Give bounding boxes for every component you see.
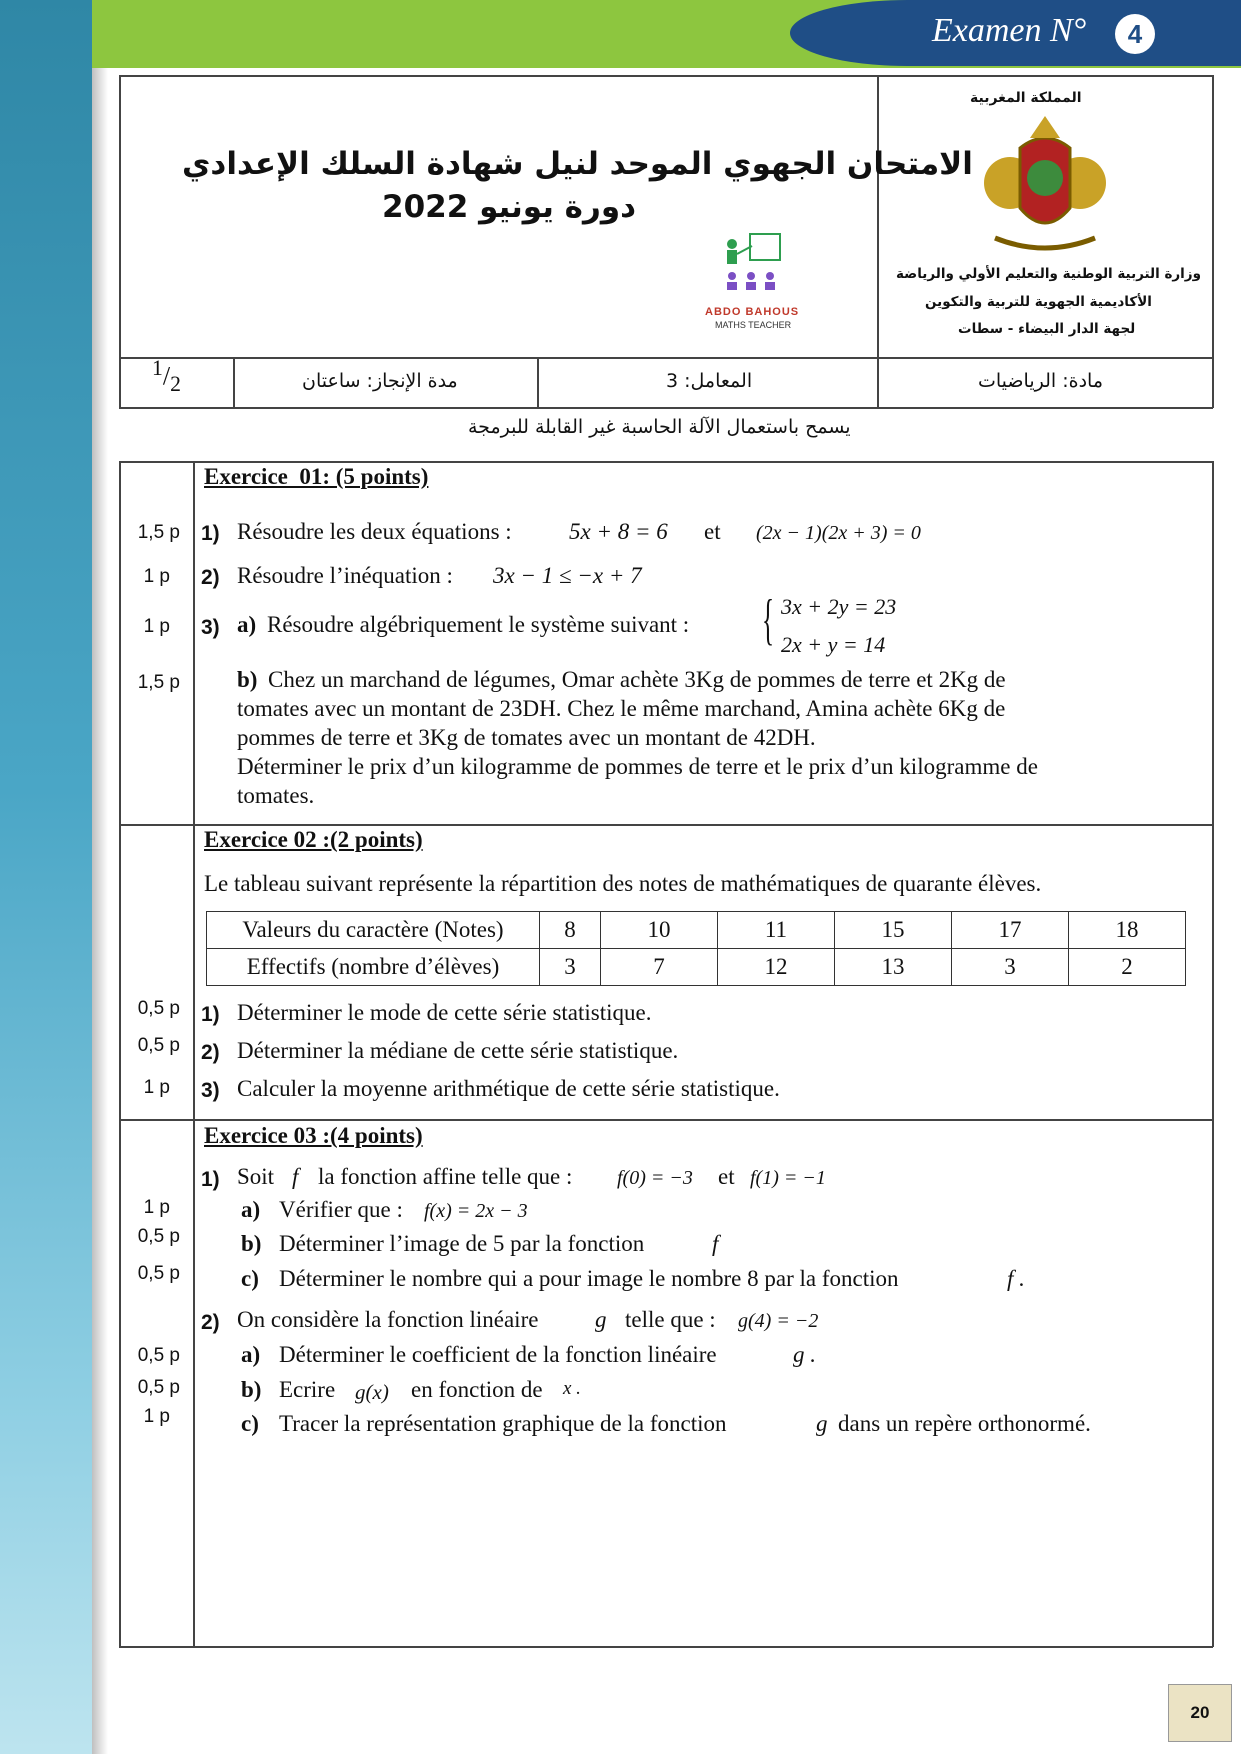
ex1-q3b-line-4: Déterminer le prix d’un kilogramme de pommes de terre et le prix d’un kilogramme de bbox=[237, 754, 1038, 779]
header-divider-2 bbox=[537, 357, 539, 408]
exercise-divider-1 bbox=[119, 824, 1213, 826]
ex2-q1-points: 0,5 p bbox=[137, 998, 180, 1019]
table-row-header: Effectifs (nombre d’élèves) bbox=[207, 949, 540, 986]
ministry-name: وزارة التربية الوطنية والتعليم الأولي والرياضة bbox=[896, 266, 1201, 282]
page-fraction-denominator: 2 bbox=[170, 371, 181, 396]
side-shadow bbox=[92, 0, 108, 1754]
header-divider-1 bbox=[233, 357, 235, 408]
ex3-q2a-function-g: g . bbox=[793, 1342, 816, 1367]
ex3-q2c-points: 1 p bbox=[143, 1406, 170, 1427]
ex1-q2-number: 2) bbox=[201, 566, 220, 589]
logo-name: ABDO BAHOUS bbox=[705, 306, 800, 318]
ex2-q3-number: 3) bbox=[201, 1079, 220, 1102]
table-cell: 3 bbox=[951, 949, 1068, 986]
ex2-intro: Le tableau suivant représente la répartition des notes de mathématiques de quarante élèves. bbox=[204, 871, 1042, 896]
points-column-divider bbox=[193, 461, 195, 1647]
ex1-q1-equation-2: (2x − 1)(2x + 3) = 0 bbox=[756, 522, 921, 544]
page-fraction: $^1/_2$ bbox=[152, 356, 181, 396]
ex3-a-label: a) bbox=[241, 1197, 261, 1222]
header-box-right bbox=[1212, 75, 1214, 408]
ex3-q2a-text: Déterminer le coefficient de la fonction linéaire bbox=[279, 1342, 717, 1367]
ex3-q1-text-a: Soit bbox=[237, 1164, 275, 1189]
ex3-q2-number: 2) bbox=[201, 1311, 220, 1334]
coefficient-label: المعامل: 3 bbox=[666, 370, 753, 392]
ex1-q1-text: Résoudre les deux équations : bbox=[237, 519, 512, 544]
ex1-q3b-line-5: tomates. bbox=[237, 783, 315, 808]
ex3-b-points: 0,5 p bbox=[137, 1226, 180, 1247]
ex2-q3-text: Calculer la moyenne arithmétique de cette série statistique. bbox=[237, 1076, 780, 1101]
kingdom-label: المملكة المغربية bbox=[970, 90, 1082, 106]
page-number: 20 bbox=[1168, 1684, 1232, 1742]
exam-title: الامتحان الجهوي الموحد لنيل شهادة السلك الإعدادي bbox=[182, 146, 973, 182]
ex3-c-function-f: f . bbox=[1007, 1266, 1025, 1291]
header-box-bottom bbox=[119, 407, 1213, 409]
ex1-q3a-text: Résoudre algébriquement le système suivant : bbox=[267, 612, 690, 637]
academy-name: الأكاديمية الجهوية للتربية والتكوين bbox=[925, 294, 1152, 310]
exercise-3-title: Exercice 03 :(4 points) bbox=[204, 1123, 423, 1148]
duration-label: مدة الإنجاز: ساعتان bbox=[302, 370, 458, 392]
header-box-mid bbox=[119, 357, 1213, 359]
ex1-q3b-line-2: tomates avec un montant de 23DH. Chez le même marchand, Amina achète 6Kg de bbox=[237, 696, 1006, 721]
logo-subtitle: MATHS TEACHER bbox=[715, 320, 792, 330]
ex1-q3b-points: 1,5 p bbox=[137, 672, 180, 693]
ex3-q2-text-a: On considère la fonction linéaire bbox=[237, 1307, 539, 1332]
ex3-b-function-f: f bbox=[712, 1231, 719, 1256]
table-cell: 3 bbox=[540, 949, 601, 986]
content-box-top bbox=[119, 461, 1213, 463]
ex1-q1-points: 1,5 p bbox=[137, 522, 180, 543]
subject-label: مادة: الرياضيات bbox=[978, 370, 1103, 392]
ex3-q1-condition-1: f(0) = −3 bbox=[617, 1167, 693, 1189]
ex3-q1-and: et bbox=[718, 1164, 735, 1189]
ex2-q2-text: Déterminer la médiane de cette série statistique. bbox=[237, 1038, 679, 1063]
ex3-b-label: b) bbox=[241, 1231, 262, 1256]
header-box-left bbox=[119, 75, 121, 408]
table-row bbox=[207, 949, 1186, 986]
ex3-q2a-label: a) bbox=[241, 1342, 261, 1367]
ex3-c-text: Déterminer le nombre qui a pour image le nombre 8 par la fonction bbox=[279, 1266, 899, 1291]
content-box-right bbox=[1212, 461, 1214, 1647]
ex1-q1-and: et bbox=[704, 519, 721, 544]
ex1-q1-number: 1) bbox=[201, 522, 220, 545]
ex1-q3-number: 3) bbox=[201, 616, 220, 639]
ex3-q1-text-b: la fonction affine telle que : bbox=[318, 1164, 573, 1189]
ex3-q1-condition-2: f(1) = −1 bbox=[750, 1167, 826, 1189]
ex1-q2-points: 1 p bbox=[143, 566, 170, 587]
ex3-b-text: Déterminer l’image de 5 par la fonction bbox=[279, 1231, 645, 1256]
page-fraction-numerator: 1 bbox=[152, 356, 163, 380]
system-brace: { bbox=[762, 589, 775, 651]
ex3-q2b-label: b) bbox=[241, 1377, 262, 1402]
ex1-q3b-label: b) bbox=[237, 667, 258, 692]
system-equation-2: 2x + y = 14 bbox=[781, 632, 886, 657]
ex3-q2a-points: 0,5 p bbox=[137, 1345, 180, 1366]
teacher-logo-icon bbox=[718, 232, 784, 302]
header-box-top bbox=[119, 75, 1213, 77]
ex3-q2c-label: c) bbox=[241, 1411, 259, 1436]
table-cell: 13 bbox=[834, 949, 951, 986]
table-cell: 10 bbox=[600, 912, 717, 949]
ex3-a-points: 1 p bbox=[143, 1197, 170, 1218]
exam-number-badge: 4 bbox=[1115, 14, 1155, 54]
ex2-q3-points: 1 p bbox=[143, 1077, 170, 1098]
table-cell: 15 bbox=[834, 912, 951, 949]
table-cell: 2 bbox=[1068, 949, 1185, 986]
ex3-q2b-text-a: Ecrire bbox=[279, 1377, 336, 1402]
exam-label: Examen N° bbox=[932, 12, 1087, 49]
table-cell: 7 bbox=[600, 949, 717, 986]
ex3-a-equation: f(x) = 2x − 3 bbox=[424, 1200, 528, 1222]
calculator-note: يسمح باستعمال الآلة الحاسبة غير القابلة للبرمجة bbox=[468, 416, 851, 438]
ex3-q1-number: 1) bbox=[201, 1168, 220, 1191]
ex2-q1-number: 1) bbox=[201, 1003, 220, 1026]
ex3-q2-condition: g(4) = −2 bbox=[738, 1310, 819, 1332]
ex1-q3b-line-1: Chez un marchand de légumes, Omar achète 3Kg de pommes de terre et 2Kg de bbox=[268, 667, 1006, 692]
table-row-header: Valeurs du caractère (Notes) bbox=[207, 912, 540, 949]
ex1-q3-points: 1 p bbox=[143, 616, 170, 637]
ex2-q2-points: 0,5 p bbox=[137, 1035, 180, 1056]
ex3-q2b-text-b: en fonction de bbox=[411, 1377, 543, 1402]
ex3-q2b-variable-x: x . bbox=[563, 1378, 581, 1399]
ex3-q2-function-g: g bbox=[595, 1307, 607, 1332]
table-cell: 12 bbox=[717, 949, 834, 986]
header-divider-ministry bbox=[877, 75, 879, 408]
ex3-a-text: Vérifier que : bbox=[279, 1197, 403, 1222]
ex3-c-points: 0,5 p bbox=[137, 1263, 180, 1284]
ex3-q2b-gx: g(x) bbox=[355, 1380, 389, 1404]
ex3-q2c-function-g: g bbox=[816, 1411, 828, 1436]
ex2-q2-number: 2) bbox=[201, 1041, 220, 1064]
ex1-q2-inequality: 3x − 1 ≤ −x + 7 bbox=[493, 563, 642, 588]
ex1-q3a-label: a) bbox=[237, 612, 257, 637]
exercise-2-title: Exercice 02 :(2 points) bbox=[204, 827, 423, 852]
content-box-bottom bbox=[119, 1646, 1213, 1648]
exercise-divider-2 bbox=[119, 1119, 1213, 1121]
coat-of-arms-emblem bbox=[970, 108, 1120, 258]
ex1-q2-text: Résoudre l’inéquation : bbox=[237, 563, 453, 588]
ex3-q2c-text-a: Tracer la représentation graphique de la fonction bbox=[279, 1411, 727, 1436]
exam-session: دورة يونيو 2022 bbox=[382, 189, 636, 225]
ex3-q1-function-f: f bbox=[292, 1164, 299, 1189]
table-row bbox=[207, 912, 1186, 949]
ex3-c-label: c) bbox=[241, 1266, 259, 1291]
table-cell: 18 bbox=[1068, 912, 1185, 949]
table-cell: 8 bbox=[540, 912, 601, 949]
table-cell: 11 bbox=[717, 912, 834, 949]
ex2-q1-text: Déterminer le mode de cette série statistique. bbox=[237, 1000, 652, 1025]
ex3-q2-text-b: telle que : bbox=[625, 1307, 716, 1332]
exercise-1-title: Exercice 01: (5 points) bbox=[204, 464, 429, 489]
ex3-q2b-points: 0,5 p bbox=[137, 1377, 180, 1398]
ex3-q2c-text-b: dans un repère orthonormé. bbox=[838, 1411, 1091, 1436]
ex1-q1-equation-1: 5x + 8 = 6 bbox=[569, 519, 668, 544]
system-equation-1: 3x + 2y = 23 bbox=[781, 594, 897, 619]
side-decor-band bbox=[0, 0, 92, 1754]
table-cell: 17 bbox=[951, 912, 1068, 949]
ex1-q3b-line-3: pommes de terre et 3Kg de tomates avec un montant de 42DH. bbox=[237, 725, 816, 750]
grades-table bbox=[206, 911, 1186, 986]
region-name: لجهة الدار البيضاء - سطات bbox=[958, 321, 1136, 337]
